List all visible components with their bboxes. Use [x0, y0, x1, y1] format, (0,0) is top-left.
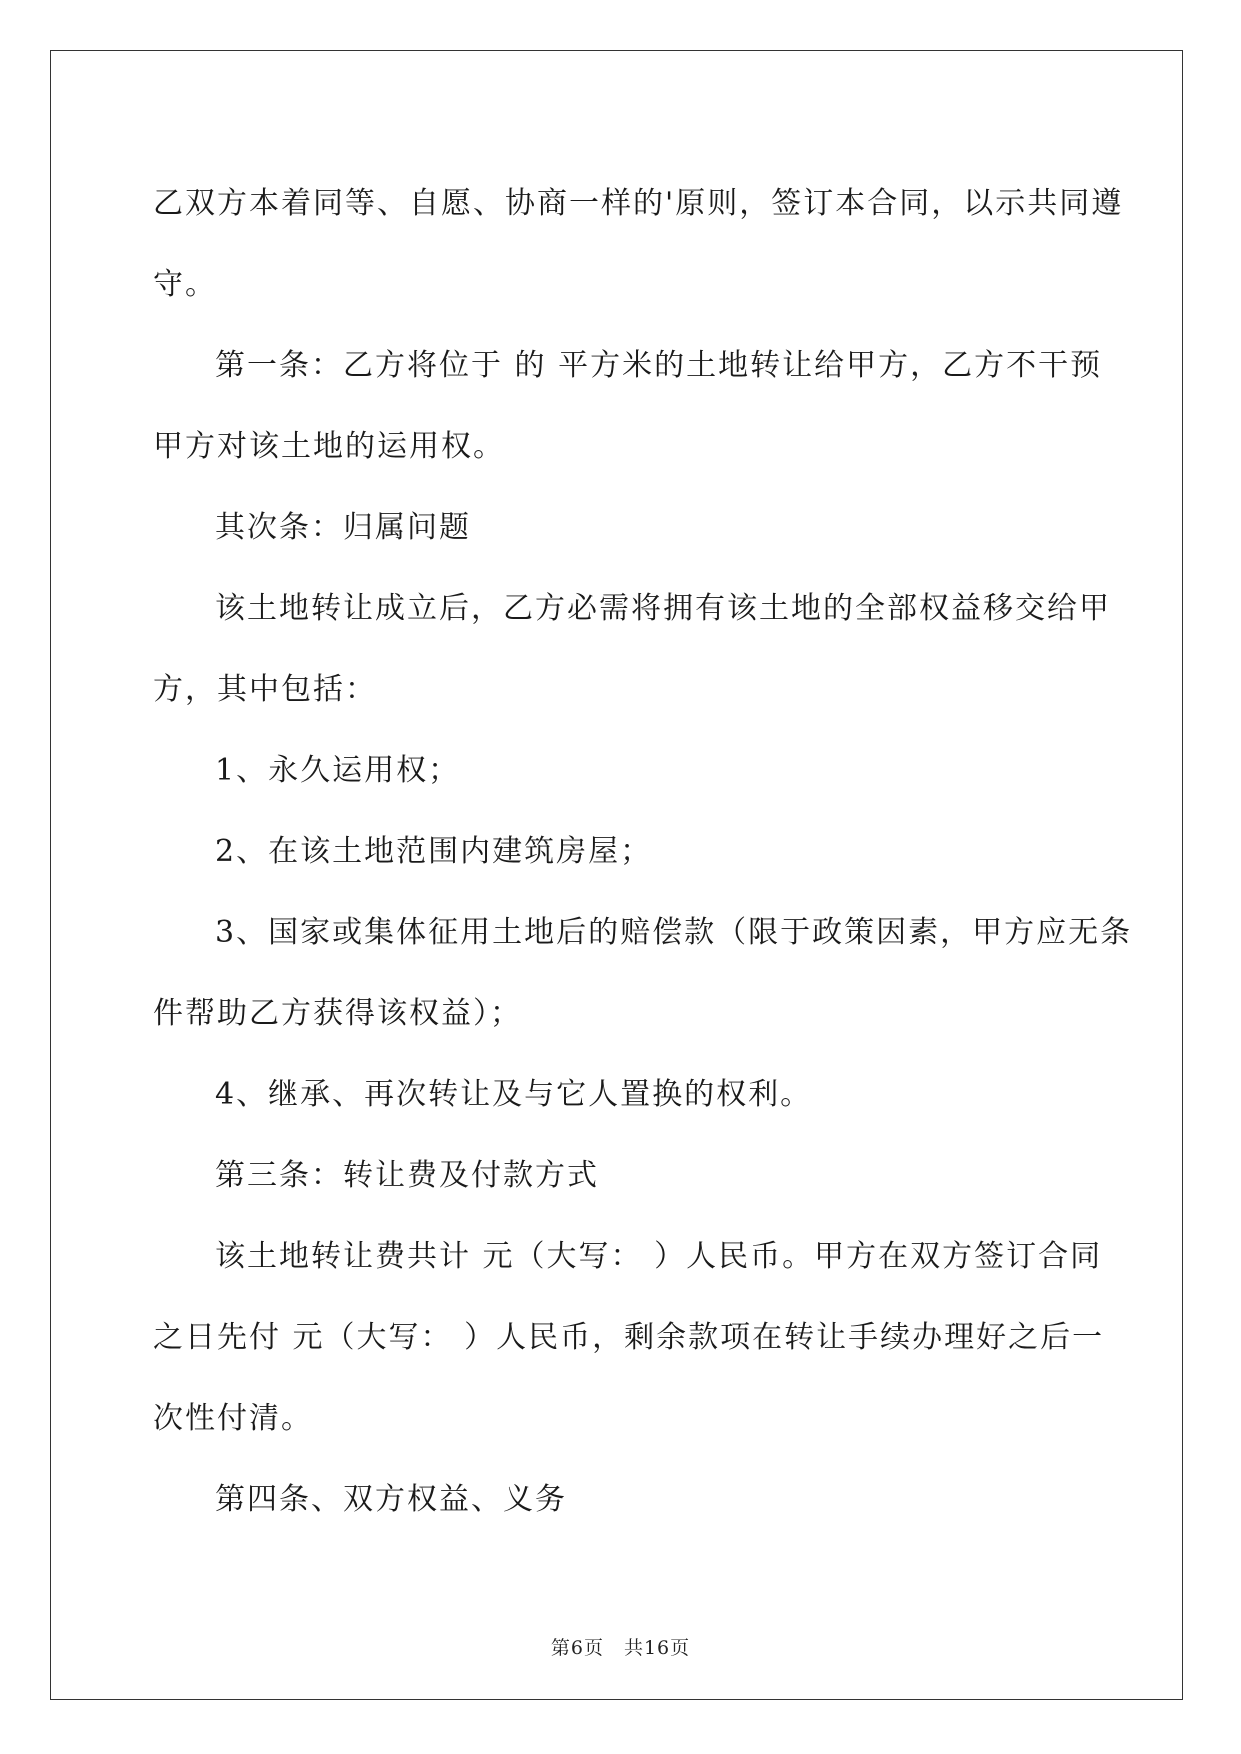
article-1-line: 第一条：乙方将位于 的 平方米的土地转让给甲方，乙方不干预	[215, 348, 1103, 383]
text-line: 方，其中包括：	[153, 672, 377, 707]
text-line: 乙双方本着同等、自愿、协商一样的'原则，签订本合同，以示共同遵	[153, 186, 1124, 221]
article-4-heading: 第四条、双方权益、义务	[215, 1482, 567, 1517]
text-line: 甲方对该土地的运用权。	[153, 429, 505, 464]
text-line: 之日先付 元（大写： ）人民币，剩余款项在转让手续办理好之后一	[153, 1320, 1105, 1355]
list-item: 3、国家或集体征用土地后的赔偿款（限于政策因素，甲方应无条	[215, 915, 1133, 950]
article-3-heading: 第三条：转让费及付款方式	[215, 1158, 599, 1193]
text-line: 次性付清。	[153, 1401, 313, 1436]
list-item: 2、在该土地范围内建筑房屋；	[215, 834, 653, 869]
text-line: 件帮助乙方获得该权益）；	[153, 996, 522, 1031]
list-item: 4、继承、再次转让及与它人置换的权利。	[215, 1077, 813, 1112]
article-2-heading: 其次条：归属问题	[215, 510, 471, 545]
text-line: 该土地转让成立后，乙方必需将拥有该土地的全部权益移交给甲	[215, 591, 1111, 626]
page-number-footer: 第6页 共16页	[550, 1637, 691, 1659]
text-line: 该土地转让费共计 元（大写： ）人民币。甲方在双方签订合同	[215, 1239, 1103, 1274]
text-line: 守。	[153, 267, 217, 302]
document-body	[153, 163, 1133, 1540]
list-item: 1、永久运用权；	[215, 753, 461, 788]
